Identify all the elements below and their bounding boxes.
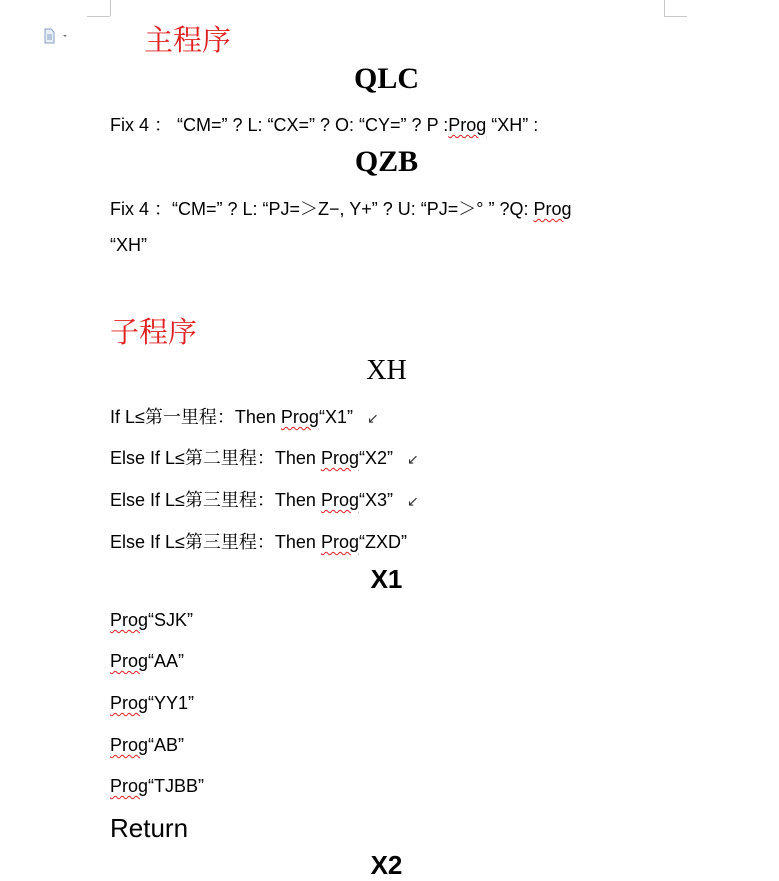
prog-keyword: Prog xyxy=(320,532,359,552)
xh-row xyxy=(110,528,407,554)
qlc-line-text: Fix 4 ： “CM=” ? L: “CX=” ? O: “CY=” ? P : xyxy=(110,115,449,135)
xh-row xyxy=(110,403,379,429)
xh-row-target: “ZXD” xyxy=(358,532,407,552)
prog-keyword: Prog xyxy=(533,199,572,219)
xh-row-condition: Else If L≤第三里程：Then xyxy=(110,532,321,552)
xh-row-condition: Else If L≤第三里程：Then xyxy=(110,490,321,510)
document-icon[interactable] xyxy=(43,28,69,44)
x1-row xyxy=(110,610,193,631)
return-arrow-icon: ↙ xyxy=(406,451,419,467)
x1-row xyxy=(110,735,184,756)
prog-keyword: Prog xyxy=(320,490,359,510)
prog-keyword: Prog xyxy=(110,693,149,713)
crop-mark-top-left-vertical xyxy=(110,0,111,16)
x1-row-arg: “AB” xyxy=(148,735,185,755)
qlc-line xyxy=(110,111,538,137)
prog-keyword: Prog xyxy=(280,407,319,427)
xh-row-target: “X3” xyxy=(358,490,393,510)
return-arrow-icon: ↙ xyxy=(366,410,379,426)
qzb-line xyxy=(110,195,572,221)
main-program-heading: 主程序 xyxy=(144,23,232,57)
x1-title: X1 xyxy=(370,564,403,594)
xh-title: XH xyxy=(366,355,407,386)
x1-row-arg: “AA” xyxy=(148,651,185,671)
prog-keyword: Prog xyxy=(110,735,149,755)
prog-keyword: Prog xyxy=(320,448,359,468)
prog-keyword: Prog xyxy=(448,115,487,135)
x1-row xyxy=(110,651,184,672)
xh-row xyxy=(110,486,419,512)
prog-keyword: Prog xyxy=(110,610,149,630)
prog-keyword: Prog xyxy=(110,651,149,671)
return-arrow-icon: ↙ xyxy=(406,493,419,509)
return-statement: Return xyxy=(110,813,189,843)
qzb-line-continued: “XH” xyxy=(110,235,147,255)
x1-row-arg: “TJBB” xyxy=(148,776,205,796)
x1-row-arg: “SJK” xyxy=(148,610,194,630)
qlc-title: QLC xyxy=(353,62,419,95)
qzb-title: QZB xyxy=(354,145,419,178)
sub-program-heading: 子程序 xyxy=(110,315,198,349)
qzb-line-text: Fix 4 ：“CM=” ? L: “PJ=＞Z−, Y+” ? U: “PJ=＞° ” ?Q: xyxy=(110,199,534,219)
xh-row-condition: If L≤第一里程：Then xyxy=(110,407,281,427)
crop-mark-top-left-horizontal xyxy=(87,16,110,17)
xh-row-target: “X2” xyxy=(358,448,393,468)
prog-keyword: Prog xyxy=(110,776,149,796)
xh-row xyxy=(110,444,419,470)
x1-row xyxy=(110,776,204,797)
qlc-line-end: “XH” : xyxy=(486,115,539,135)
crop-mark-top-right-vertical xyxy=(664,0,665,16)
xh-row-condition: Else If L≤第二里程：Then xyxy=(110,448,321,468)
xh-row-target: “X1” xyxy=(318,407,353,427)
x1-row xyxy=(110,693,194,714)
crop-mark-top-right-horizontal xyxy=(664,16,687,17)
x2-title-partial: X2 xyxy=(370,850,403,880)
x1-row-arg: “YY1” xyxy=(148,693,195,713)
